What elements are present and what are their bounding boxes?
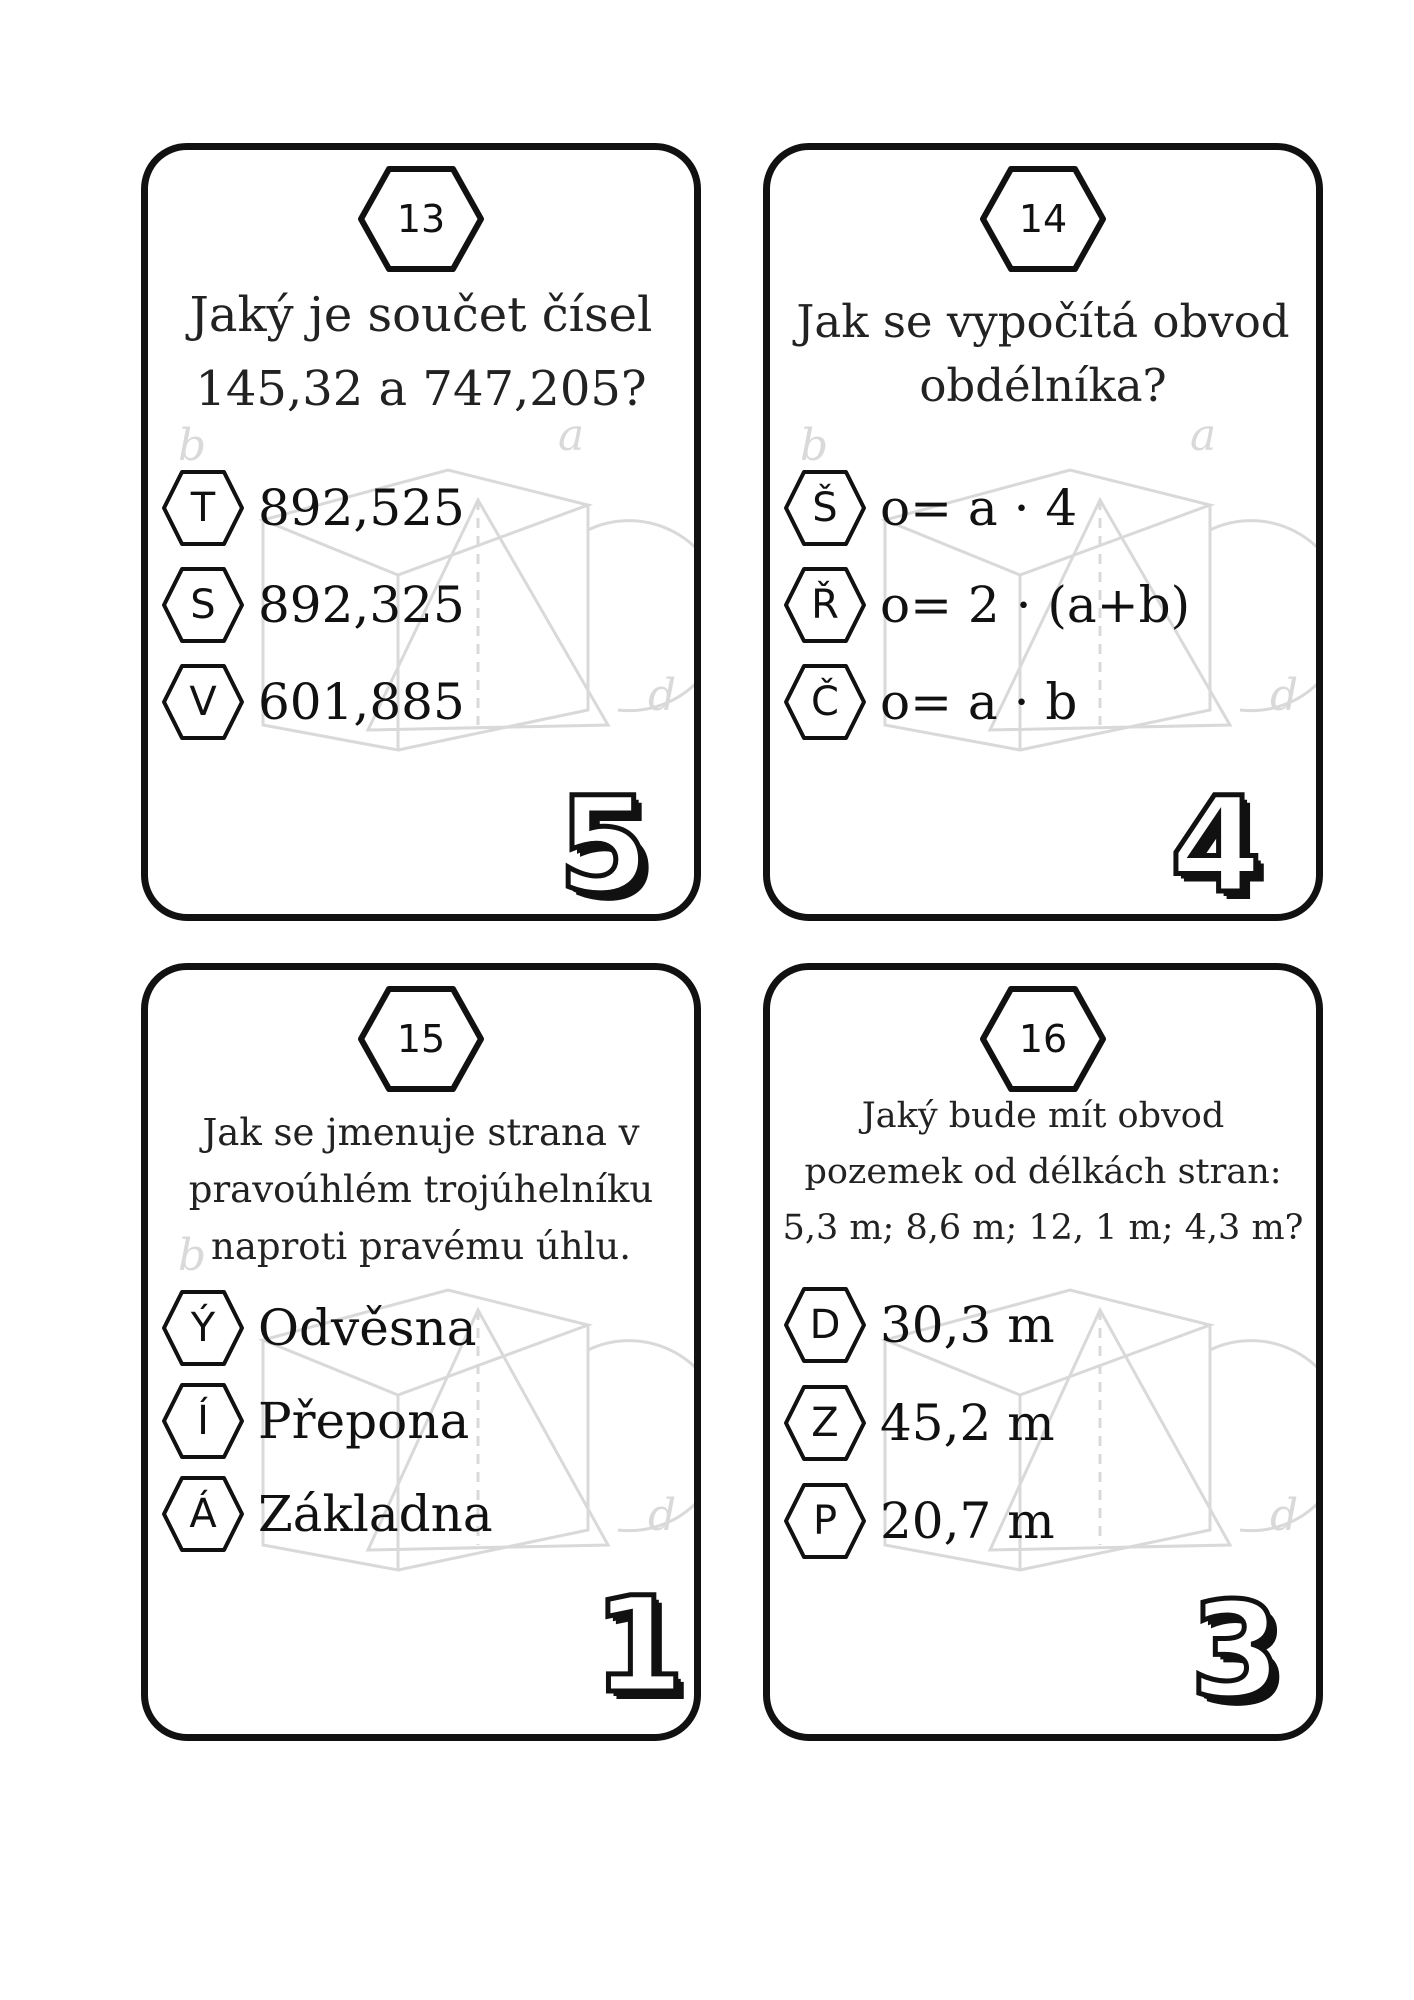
answer-option-d[interactable] bbox=[782, 1285, 1302, 1373]
option-letter: Č bbox=[811, 679, 839, 725]
answer-option-ch[interactable] bbox=[782, 662, 1302, 750]
option-letter-badge bbox=[160, 662, 246, 742]
watermark-letter-d: d bbox=[1270, 1490, 1299, 1541]
watermark-letter-b: b bbox=[178, 420, 207, 471]
question-line: obdélníka? bbox=[919, 359, 1167, 412]
option-letter-badge bbox=[782, 565, 868, 645]
answer-option-v[interactable] bbox=[160, 662, 680, 750]
answer-option-rz[interactable] bbox=[782, 565, 1302, 653]
question-line: Jaký bude mít obvod bbox=[861, 1096, 1225, 1136]
corner-number: 3 bbox=[1190, 1574, 1282, 1728]
option-text: 892,325 bbox=[258, 576, 465, 634]
option-text: o= 2 · (a+b) bbox=[880, 576, 1191, 634]
option-letter-badge bbox=[782, 662, 868, 742]
option-text: 30,3 m bbox=[880, 1296, 1055, 1354]
option-letter: T bbox=[190, 485, 216, 531]
option-letter: D bbox=[809, 1302, 841, 1348]
card-number-badge bbox=[357, 985, 485, 1093]
option-letter-badge bbox=[160, 1474, 246, 1554]
quiz-card-15 bbox=[141, 963, 701, 1741]
option-letter: Ý bbox=[190, 1305, 216, 1351]
watermark-letter-b: b bbox=[178, 1230, 207, 1281]
option-letter: Š bbox=[812, 485, 838, 531]
question-line: 5,3 m; 8,6 m; 12, 1 m; 4,3 m? bbox=[782, 1208, 1304, 1248]
quiz-card-13 bbox=[141, 143, 701, 921]
corner-number: 5 bbox=[558, 769, 650, 921]
corner-number: 1 bbox=[593, 1569, 685, 1723]
card-number: 16 bbox=[1018, 1017, 1068, 1061]
question-line: 145,32 a 747,205? bbox=[195, 361, 647, 417]
watermark-letter-b: b bbox=[800, 420, 829, 471]
card-number-badge bbox=[357, 165, 485, 273]
answer-option-y[interactable] bbox=[160, 1288, 680, 1376]
card-number-badge bbox=[979, 165, 1107, 273]
option-letter: S bbox=[190, 582, 216, 628]
watermark-letter-d: d bbox=[1270, 670, 1299, 721]
option-letter: Í bbox=[197, 1398, 209, 1444]
question-text bbox=[158, 1104, 684, 1275]
option-text: Odvěsna bbox=[258, 1299, 477, 1357]
answer-option-sh[interactable] bbox=[782, 468, 1302, 556]
watermark-letter-d: d bbox=[648, 670, 677, 721]
option-text: 892,525 bbox=[258, 479, 465, 537]
corner-number: 4 bbox=[1170, 769, 1262, 921]
answer-option-s[interactable] bbox=[160, 565, 680, 653]
question-text bbox=[780, 290, 1306, 418]
answer-option-z[interactable] bbox=[782, 1383, 1302, 1471]
answer-option-a[interactable] bbox=[160, 1474, 680, 1562]
card-number: 15 bbox=[396, 1017, 446, 1061]
card-number: 13 bbox=[396, 197, 446, 241]
answer-option-t[interactable] bbox=[160, 468, 680, 556]
option-letter-badge bbox=[782, 468, 868, 548]
answer-option-i[interactable] bbox=[160, 1381, 680, 1469]
question-line: Jak se jmenuje strana v bbox=[202, 1111, 640, 1154]
question-line: Jaký je součet čísel bbox=[189, 287, 653, 343]
option-letter-badge bbox=[160, 1381, 246, 1461]
option-letter-badge bbox=[160, 468, 246, 548]
option-text: Základna bbox=[258, 1485, 493, 1543]
option-letter-badge bbox=[782, 1481, 868, 1561]
question-text bbox=[158, 278, 684, 426]
question-text bbox=[780, 1088, 1306, 1256]
option-letter: Ř bbox=[811, 582, 839, 628]
card-number: 14 bbox=[1018, 197, 1068, 241]
option-letter-badge bbox=[160, 1288, 246, 1368]
quiz-card-16 bbox=[763, 963, 1323, 1741]
option-letter-badge bbox=[782, 1285, 868, 1365]
option-text: 601,885 bbox=[258, 673, 465, 731]
quiz-card-14 bbox=[763, 143, 1323, 921]
question-line: pozemek od délkách stran: bbox=[804, 1152, 1282, 1192]
watermark-letter-d: d bbox=[648, 1490, 677, 1541]
card-number-badge bbox=[979, 985, 1107, 1093]
option-letter-badge bbox=[160, 565, 246, 645]
question-line: pravoúhlém trojúhelníku bbox=[188, 1168, 654, 1211]
option-letter: P bbox=[812, 1498, 838, 1544]
answer-option-p[interactable] bbox=[782, 1481, 1302, 1569]
option-letter: Z bbox=[811, 1400, 839, 1446]
option-text: 45,2 m bbox=[880, 1394, 1055, 1452]
question-line: Jak se vypočítá obvod bbox=[796, 295, 1290, 348]
question-line: naproti pravému úhlu. bbox=[211, 1225, 631, 1268]
option-text: o= a · b bbox=[880, 673, 1078, 731]
option-letter-badge bbox=[782, 1383, 868, 1463]
watermark-letter-a: a bbox=[558, 410, 585, 461]
watermark-letter-a: a bbox=[1190, 410, 1217, 461]
option-text: Přepona bbox=[258, 1392, 470, 1450]
option-letter: Á bbox=[189, 1491, 217, 1537]
option-text: o= a · 4 bbox=[880, 479, 1078, 537]
option-text: 20,7 m bbox=[880, 1492, 1055, 1550]
option-letter: V bbox=[189, 679, 217, 725]
